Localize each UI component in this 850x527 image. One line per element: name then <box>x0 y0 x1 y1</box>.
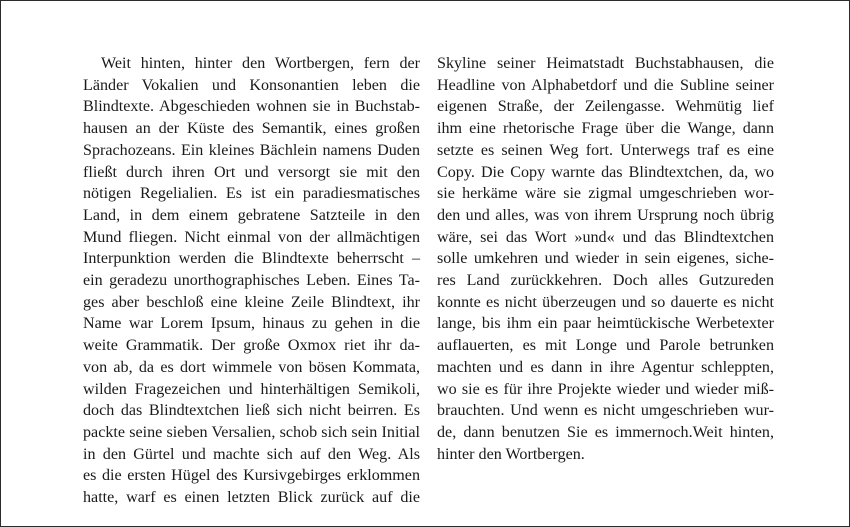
text-line: wäre, sei das Wort »und« und das Blindtextchen <box>437 228 774 246</box>
text-line: doch das Blindtextchen ließ sich nicht beirren. Es <box>83 402 420 420</box>
text-line: Skyline seiner Heimatstadt Buchstabhausen, die <box>437 55 774 72</box>
text-line: Interpunktion werden die Blindtexte beherrscht – <box>83 250 420 268</box>
text-line: Mund fliegen. Nicht einmal von der allmächtigen <box>83 228 420 246</box>
text-line: machten und es dann in ihre Agentur schleppten, <box>437 358 774 376</box>
text-line: eigenen Straße, der Zeilengasse. Wehmütig lief <box>437 98 774 116</box>
text-line: den und alles, was von ihrem Ursprung noch übrig <box>437 206 774 224</box>
text-line: Headline von Alphabetdorf und die Subline seiner <box>437 76 774 94</box>
text-line: ein geradezu unorthographisches Leben. Eines Ta- <box>83 272 420 290</box>
text-line: konnte es nicht überzeugen und so dauerte es nicht <box>437 293 774 311</box>
text-line: es die ersten Hügel des Kursivgebirges erklommen <box>83 467 420 485</box>
text-line: Weit hinten, hinter den Wortbergen, fern der <box>101 55 420 72</box>
text-line: ihm eine rhetorische Frage über die Wange, dann <box>437 120 774 138</box>
text-line: sie herkäme wäre sie zigmal umgeschrieben wor- <box>437 185 774 203</box>
text-line: in den Gürtel und machte sich auf den Weg. Als <box>83 445 420 463</box>
text-line: brauchten. Und wenn es nicht umgeschrieben wur- <box>437 402 774 420</box>
text-line: res Land zurückkehren. Doch alles Gutzureden <box>437 272 774 290</box>
text-line: ges aber beschloß eine kleine Zeile Blindtext, ihr <box>83 293 420 311</box>
text-column-left <box>83 53 420 509</box>
text-line: packte seine sieben Versalien, schob sich sein Initial <box>83 423 420 441</box>
text-line: wilden Fragezeichen und hinterhältigen Semikoli, <box>83 380 420 398</box>
text-line: Länder Vokalien und Konsonantien leben die <box>83 76 420 94</box>
text-line: auflauerten, es mit Longe und Parole betrunken <box>437 337 774 355</box>
text-line: Land, in dem einem gebratene Satzteile in den <box>83 206 420 224</box>
text-line: solle umkehren und wieder in sein eigenes, siche- <box>437 250 774 268</box>
text-line: von ab, da es dort wimmele von bösen Kommata, <box>83 358 420 376</box>
text-line: Blindtexte. Abgeschieden wohnen sie in Buchstab- <box>83 98 420 116</box>
text-column-right <box>437 53 774 465</box>
text-line: weite Grammatik. Der große Oxmox riet ihr da- <box>83 337 420 355</box>
text-line: hatte, warf es einen letzten Blick zurück auf die <box>83 489 420 507</box>
text-line: setzte es seinen Weg fort. Unterwegs traf es eine <box>437 141 774 159</box>
text-line: Name war Lorem Ipsum, hinaus zu gehen in die <box>83 315 420 333</box>
text-line: hinter den Wortbergen. <box>437 445 585 463</box>
text-line: nötigen Regelialien. Es ist ein paradiesmatisches <box>83 185 420 203</box>
text-line: Copy. Die Copy warnte das Blindtextchen, da, wo <box>437 163 774 181</box>
text-line: de, dann benutzen Sie es immernoch.Weit hinten, <box>437 423 774 441</box>
text-line: fließt durch ihren Ort und versorgt sie mit den <box>83 163 420 181</box>
text-line: lange, bis ihm ein paar heimtückische Werbetexter <box>437 315 774 333</box>
text-line: Sprachozeans. Ein kleines Bächlein namens Duden <box>83 141 420 159</box>
text-line: hausen an der Küste des Semantik, eines großen <box>83 120 420 138</box>
text-line: wo sie es für ihre Projekte wieder und wieder miß- <box>437 380 774 398</box>
